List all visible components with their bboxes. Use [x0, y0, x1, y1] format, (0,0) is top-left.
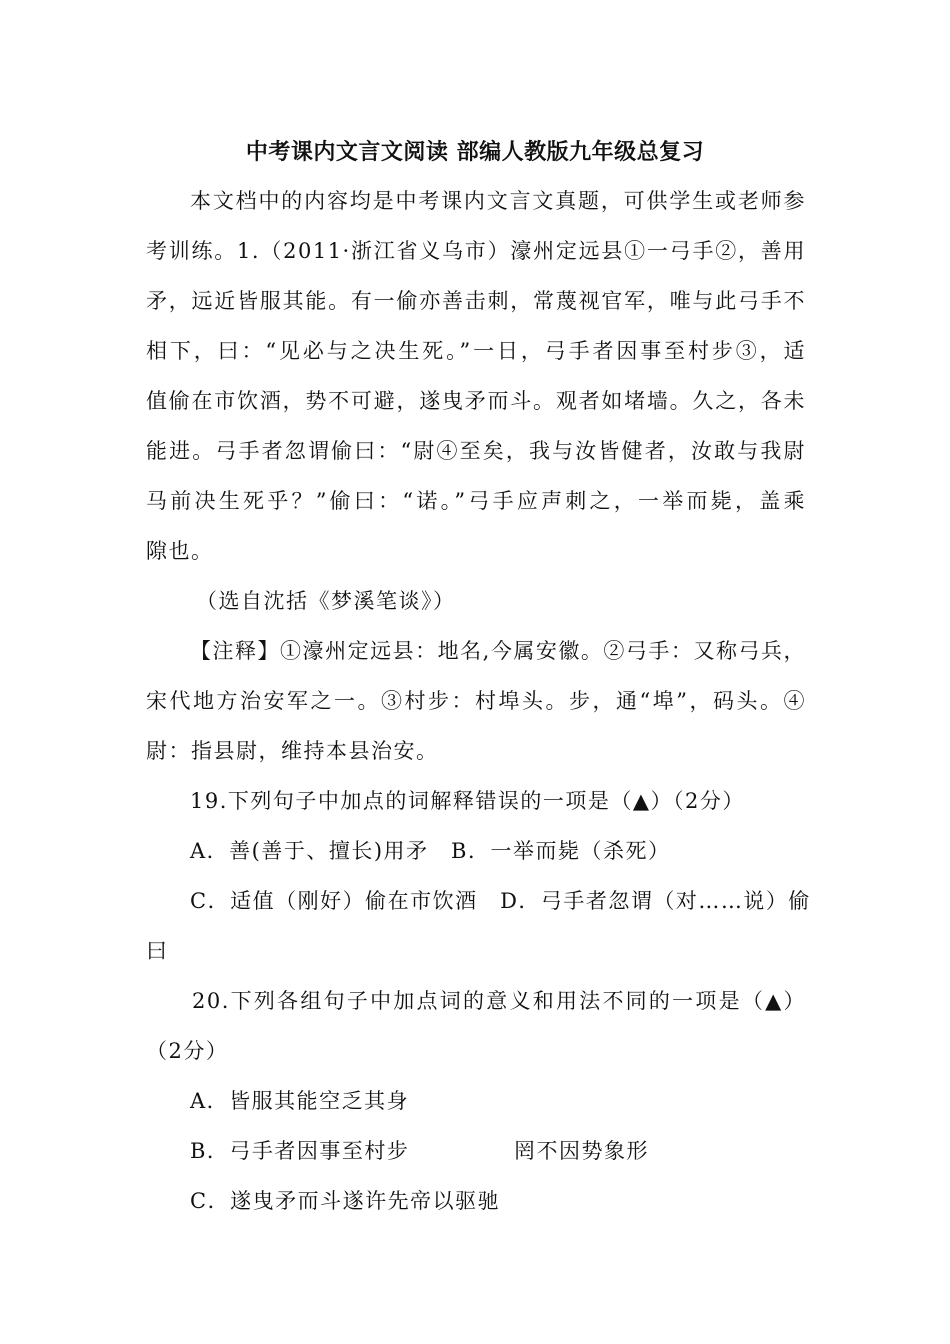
q19-options-cd: C．适值（刚好）偷在市饮酒 D．弓手者忽谓（对……说）偷: [190, 889, 811, 913]
passage-line-1: 本文档中的内容均是中考课内文言文真题，可供学生或老师参: [190, 189, 806, 213]
passage-line-8: 隙也。: [146, 539, 214, 563]
notes-line-3: 尉：指县尉，维持本县治安。: [146, 739, 439, 763]
passage-line-4: 相下，曰：“见必与之决生死。”一日，弓手者因事至村步③，适: [146, 339, 806, 363]
q19-stem: 19.下列句子中加点的词解释错误的一项是（▲）（2分）: [190, 789, 745, 813]
q20-option-a: A．皆服其能空乏其身: [190, 1089, 410, 1113]
passage-line-5: 值偷在市饮酒，势不可避，遂曳矛而斗。观者如堵墙。久之，各未: [146, 389, 806, 413]
q20-stem: 20.下列各组句子中加点词的意义和用法不同的一项是（▲）: [192, 989, 806, 1013]
q20-option-c: C．遂曳矛而斗遂许先帝以驱驰: [190, 1189, 501, 1213]
passage-line-2: 考训练。1.（2011·浙江省义乌市）濠州定远县①一弓手②，善用: [146, 239, 806, 263]
passage-source: （选自沈括《梦溪笔谈》）: [196, 589, 456, 613]
q19-options-ab: A．善(善于、擅长)用矛 B．一举而毙（杀死）: [190, 839, 671, 863]
document-title: 中考课内文言文阅读 部编人教版九年级总复习: [245, 140, 705, 165]
notes-line-1: 【注释】①濠州定远县：地名,今属安徽。②弓手：又称弓兵，: [190, 639, 806, 663]
passage-line-6: 能进。弓手者忽谓偷曰：“尉④至矣，我与汝皆健者，汝敢与我尉: [146, 439, 806, 463]
q20-stem-continued: （2分）: [146, 1039, 229, 1063]
passage-line-3: 矛，远近皆服其能。有一偷亦善击刺，常蔑视官军，唯与此弓手不: [146, 289, 806, 313]
q19-options-cd-continued: 曰: [146, 939, 169, 963]
q20-option-b-left: B．弓手者因事至村步: [190, 1139, 410, 1163]
q20-option-b-right: 罔不因势象形: [514, 1139, 649, 1163]
passage-line-7: 马前决生死乎？”偷曰：“诺。”弓手应声刺之，一举而毙，盖乘: [146, 489, 806, 513]
notes-line-2: 宋代地方治安军之一。③村步：村埠头。步，通“埠”，码头。④: [146, 689, 806, 713]
